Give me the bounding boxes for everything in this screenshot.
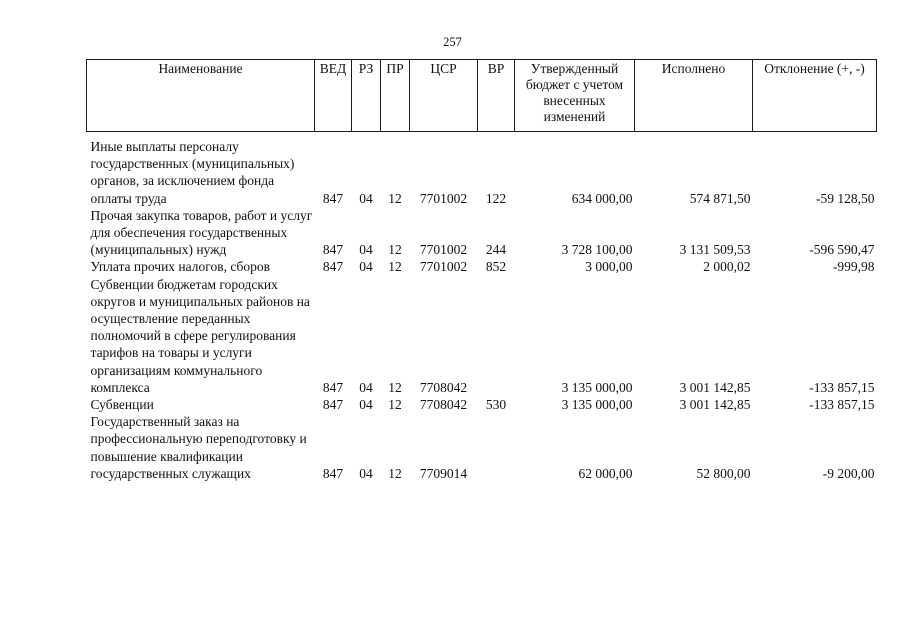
table-row — [87, 132, 877, 207]
row-approved: 3 728 100,00 — [561, 242, 633, 258]
row-name: Государственный заказ на профессиональную переподготовку и повышение квалификации государственных служащих — [90, 414, 307, 481]
row-pr: 12 — [388, 379, 402, 395]
row-pr: 12 — [388, 190, 402, 206]
row-csr: 7701002 — [419, 242, 468, 258]
header-pr: ПР — [381, 60, 410, 132]
table-row — [87, 396, 877, 413]
table-row — [87, 258, 877, 275]
row-rz: 04 — [359, 242, 373, 258]
row-rz: 04 — [359, 259, 373, 275]
row-name: Иные выплаты персоналу государственных (муниципальных) органов, за исключением фонда оплаты труда — [90, 139, 295, 206]
table-row — [87, 207, 877, 259]
row-name: Субвенции — [90, 397, 154, 413]
row-pr: 12 — [388, 242, 402, 258]
table-row — [87, 276, 877, 396]
header-approved: Утвержденный бюджет с учетом внесенных изменений — [515, 60, 635, 132]
row-vr: 244 — [485, 242, 507, 258]
row-executed: 3 001 142,85 — [679, 397, 751, 413]
header-name: Наименование — [87, 60, 315, 132]
header-csr: ЦСР — [410, 60, 478, 132]
row-pr: 12 — [388, 465, 402, 481]
row-executed: 2 000,02 — [703, 259, 751, 275]
row-ved: 847 — [322, 242, 344, 258]
header-vr: ВР — [478, 60, 515, 132]
row-executed: 3 131 509,53 — [679, 242, 751, 258]
row-ved: 847 — [322, 397, 344, 413]
header-deviation: Отклонение (+, -) — [753, 60, 877, 132]
row-ved: 847 — [322, 259, 344, 275]
row-rz: 04 — [359, 465, 373, 481]
row-vr: 122 — [485, 190, 507, 206]
page-number: 257 — [443, 35, 462, 49]
row-name: Уплата прочих налогов, сборов — [90, 259, 270, 275]
table-body — [87, 132, 877, 483]
row-executed: 3 001 142,85 — [679, 379, 751, 395]
row-deviation: -999,98 — [832, 259, 875, 275]
row-csr: 7708042 — [419, 397, 468, 413]
row-name: Субвенции бюджетам городских округов и муниципальных районов на осуществление переданных полномочий в сфере регулирования тарифов на товары и услуги организациям коммунального комплекса — [90, 276, 310, 395]
row-vr — [478, 276, 515, 396]
row-approved: 634 000,00 — [571, 190, 633, 206]
row-csr: 7701002 — [419, 259, 468, 275]
header-rz: РЗ — [352, 60, 381, 132]
row-deviation: -596 590,47 — [809, 242, 875, 258]
row-rz: 04 — [359, 190, 373, 206]
row-csr: 7708042 — [419, 379, 468, 395]
table-row — [87, 413, 877, 482]
row-approved: 3 135 000,00 — [561, 397, 633, 413]
row-csr: 7701002 — [419, 190, 468, 206]
row-executed: 574 871,50 — [689, 190, 751, 206]
row-executed: 52 800,00 — [696, 465, 751, 481]
row-approved: 3 135 000,00 — [561, 379, 633, 395]
header-executed: Исполнено — [635, 60, 753, 132]
row-approved: 3 000,00 — [585, 259, 633, 275]
row-vr: 852 — [485, 259, 507, 275]
header-ved: ВЕД — [315, 60, 352, 132]
row-rz: 04 — [359, 379, 373, 395]
row-ved: 847 — [322, 190, 344, 206]
row-ved: 847 — [322, 379, 344, 395]
table-header — [87, 60, 877, 132]
row-pr: 12 — [388, 397, 402, 413]
budget-table — [86, 59, 877, 482]
row-approved: 62 000,00 — [578, 465, 633, 481]
row-csr: 7709014 — [419, 465, 468, 481]
row-ved: 847 — [322, 465, 344, 481]
row-pr: 12 — [388, 259, 402, 275]
row-vr: 530 — [485, 397, 507, 413]
row-rz: 04 — [359, 397, 373, 413]
row-deviation: -133 857,15 — [809, 379, 875, 395]
row-deviation: -133 857,15 — [809, 397, 875, 413]
row-name: Прочая закупка товаров, работ и услуг для обеспечения государственных (муниципальных) нужд — [90, 207, 313, 258]
row-vr — [478, 413, 515, 482]
row-deviation: -9 200,00 — [822, 465, 875, 481]
row-deviation: -59 128,50 — [816, 190, 875, 206]
